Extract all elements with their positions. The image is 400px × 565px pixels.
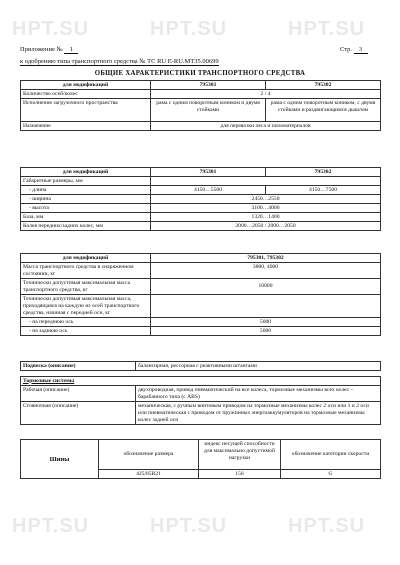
table-row [21, 204, 381, 213]
modifications-header: для модификаций [21, 254, 151, 263]
load-index-header: индекс несущей способности для максимально допустимой нагрузки [199, 440, 281, 470]
table-row [21, 377, 381, 386]
page-title: ОБЩИЕ ХАРАКТЕРИСТИКИ ТРАНСПОРТНОГО СРЕДСТВА [94, 70, 306, 77]
suspension-value: балансирная, рессорная с реактивными штангами [136, 362, 381, 371]
general-table [20, 80, 381, 131]
service-brake-value: двухпроводная, привод пневматический на все колеса, тормозные механизмы всех колес – барабанного типа (с ABS) [136, 386, 381, 402]
watermark: HPT.SU [12, 515, 90, 537]
track-value: 2000…2050 / 2000…2050 [151, 222, 381, 231]
page-number: 3 [354, 46, 368, 54]
length-label: - длина [21, 186, 151, 195]
rear-axle-value: 5000 [151, 327, 381, 336]
table-row [21, 318, 381, 327]
curb-mass-label: Масса транспортного средства в снаряженном состоянии, кг [21, 263, 151, 279]
purpose-value: для перевозки леса и пиломатериалов [151, 122, 381, 131]
tires-label: Шины [21, 440, 99, 479]
cargo-space-label: Исполнение загрузочного пространства [21, 99, 151, 122]
wheelbase-value: 1320…1400 [151, 213, 381, 222]
length-795301: 4150…5500 [151, 186, 266, 195]
brakes-header: Тормозные системы [21, 377, 381, 386]
watermark: HPT.SU [12, 18, 90, 40]
curb-mass-value: 3800, 4000 [151, 263, 381, 279]
length-795302: 4150…7500 [266, 186, 381, 195]
page-label: Стр. [340, 46, 353, 53]
table-row [21, 222, 381, 231]
appendix-number: 1 [64, 46, 78, 54]
width-label: - ширина [21, 195, 151, 204]
axles-value: 2 / 4 [151, 90, 381, 99]
axle-mass-label: Технически допустимая максимальная масса, приходящаяся на каждую из осей транспортного средства, начиная с передней оси, кг [21, 295, 151, 318]
brakes-table [20, 376, 381, 425]
parking-brake-value: механическая, с ручным винтовым приводом на тормозные механизмы колес 2 оси или 1 и 2 оси или пневматическая с приводом от пружинных энергоаккумуляторов на тормозные механизмы колес задней оси [136, 402, 381, 425]
table-row [21, 90, 381, 99]
approval-text: к одобрению типа транспортного средства № TC RU E-RU.MT35.00699 [20, 58, 219, 65]
modifications-header: для модификаций [21, 168, 151, 177]
front-axle-label: - на переднюю ось [21, 318, 151, 327]
watermark: HPT.SU [150, 515, 228, 537]
modifications-header: для модификаций [21, 81, 151, 90]
watermark: HPT.SU [288, 18, 366, 40]
table-row [21, 186, 381, 195]
table-row [21, 195, 381, 204]
approval-line [20, 58, 219, 65]
service-brake-label: Рабочая (описание) [21, 386, 136, 402]
table-row [21, 254, 381, 263]
load-index-value: 156 [199, 470, 281, 479]
tires-table [20, 439, 381, 479]
modification-795301-header: 795301 [151, 168, 266, 177]
track-label: Колея передних/задних колес, мм [21, 222, 151, 231]
appendix-line [20, 46, 78, 54]
table-row [21, 402, 381, 425]
speed-category-header: обозначение категории скорости [281, 440, 381, 470]
modifications-value: 795301, 795302 [151, 254, 381, 263]
tire-size-header: обозначение размера [99, 440, 199, 470]
height-value: 3100…4000 [151, 204, 381, 213]
table-row [21, 362, 381, 371]
watermark: HPT.SU [288, 515, 366, 537]
cargo-space-795301: рама с одним поворотным коником и двумя стойками [151, 99, 266, 122]
table-row [21, 177, 381, 186]
table-row [21, 213, 381, 222]
table-row [21, 386, 381, 402]
max-mass-value: 10000 [151, 279, 381, 295]
rear-axle-label: - на заднюю ось [21, 327, 151, 336]
modification-795302-header: 795302 [266, 81, 381, 90]
purpose-label: Назначение [21, 122, 151, 131]
dimensions-label: Габаритные размеры, мм [21, 177, 151, 186]
table-row [21, 81, 381, 90]
height-label: - высота [21, 204, 151, 213]
table-row [21, 279, 381, 295]
cargo-space-795302: рама с одним поворотным коником, с двумя стойками и раздвигающимся дышлом [266, 99, 381, 122]
table-row [21, 263, 381, 279]
table-row [21, 122, 381, 131]
speed-category-value: G [281, 470, 381, 479]
tire-size-value: 425/85R21 [99, 470, 199, 479]
dimensions-table [20, 167, 381, 231]
suspension-label: Подвеска (описание) [21, 362, 136, 371]
front-axle-value: 5000 [151, 318, 381, 327]
width-value: 2450…2550 [151, 195, 381, 204]
appendix-label: Приложение № [20, 46, 63, 53]
modification-795301-header: 795301 [151, 81, 266, 90]
page-number-line [340, 46, 368, 54]
table-row [21, 327, 381, 336]
axles-label: Количество осей/колес [21, 90, 151, 99]
table-row [21, 440, 381, 470]
modification-795302-header: 795302 [266, 168, 381, 177]
table-row [21, 99, 381, 122]
parking-brake-label: Стояночная (описание) [21, 402, 136, 425]
table-row [21, 168, 381, 177]
suspension-table [20, 361, 381, 371]
wheelbase-label: База, мм [21, 213, 151, 222]
watermark: HPT.SU [150, 18, 228, 40]
mass-table [20, 253, 381, 336]
max-mass-label: Технически допустимая максимальная масса транспортного средства, кг [21, 279, 151, 295]
table-row [21, 295, 381, 318]
